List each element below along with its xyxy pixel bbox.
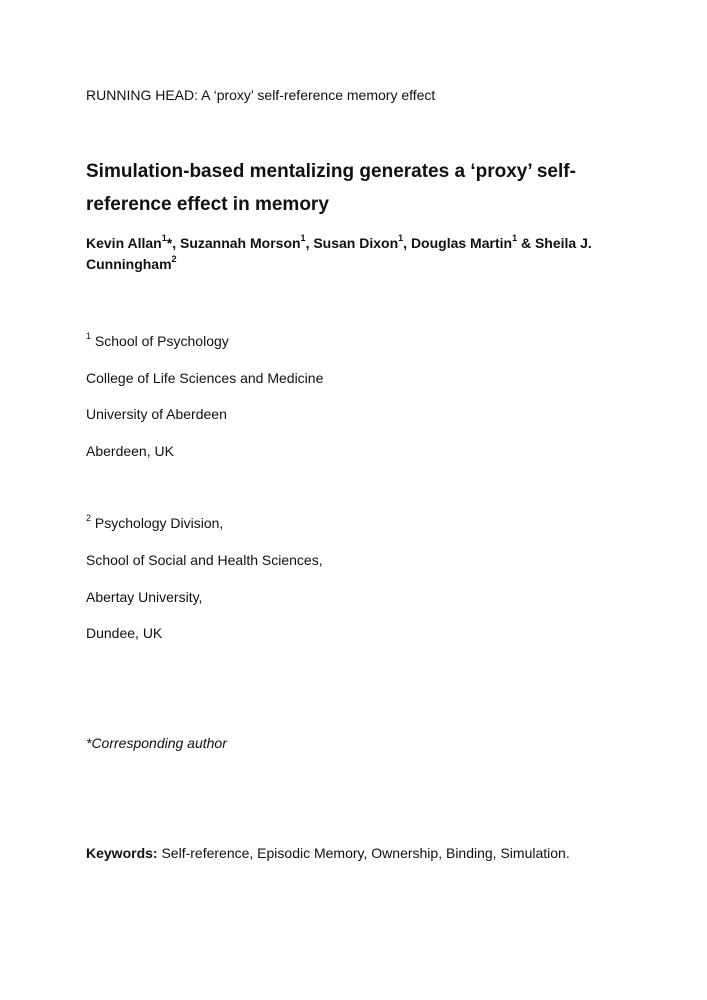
- affiliation-1-line-3: University of Aberdeen: [86, 406, 227, 422]
- author-4: Douglas Martin$^1$ &: [410, 233, 535, 251]
- affiliation-2-line-1: $^2$ Psychology Division,: [86, 513, 224, 531]
- keywords-label: Keywords:: [86, 845, 158, 861]
- affiliation-1-line-2: College of Life Sciences and Medicine: [86, 370, 324, 386]
- affiliation-1-line-1: $^1$ School of Psychology: [86, 331, 229, 349]
- author-5: Sheila J. Cunningham$^2$: [86, 235, 592, 272]
- author-3: Susan Dixon$^1$,: [313, 233, 411, 251]
- running-head: RUNNING HEAD: A ‘proxy’ self-reference memory effect: [86, 87, 436, 103]
- author-1: Kevin Allan$^1$*,: [86, 233, 180, 251]
- affiliation-2-line-3: Abertay University,: [86, 589, 203, 605]
- corresponding-author: *Corresponding author: [86, 735, 227, 751]
- paper-title: Simulation-based mentalizing generates a ‘proxy’ self-reference effect in memory: [86, 161, 576, 215]
- affiliation-2-line-2: School of Social and Health Sciences,: [86, 552, 323, 568]
- author-2: Suzannah Morson$^1$,: [179, 233, 314, 251]
- affiliation-2-line-4: Dundee, UK: [86, 625, 163, 641]
- author-list: [86, 233, 646, 275]
- keywords: [86, 845, 570, 861]
- affiliation-1-line-4: Aberdeen, UK: [86, 443, 174, 459]
- keywords-text: Self-reference, Episodic Memory, Ownership, Binding, Simulation.: [161, 845, 570, 861]
